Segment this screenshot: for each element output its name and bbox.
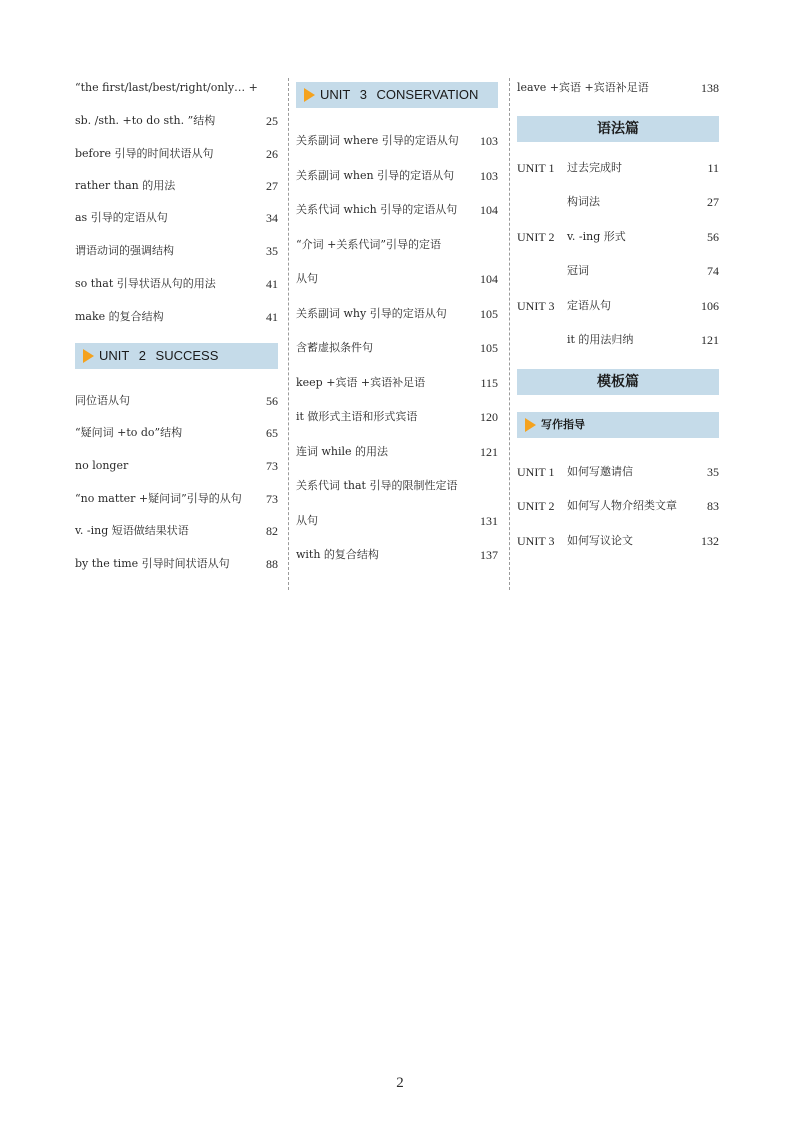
toc-entry[interactable]: UNIT 3 如何写议论文 132	[517, 534, 719, 548]
toc-entry[interactable]: keep +宾语 +宾语补足语 115	[296, 376, 498, 390]
toc-entry[interactable]: leave +宾语 +宾语补足语 138	[517, 81, 719, 95]
toc-entry[interactable]: 谓语动词的强调结构 35	[75, 244, 278, 258]
grammar-section-header[interactable]: 语法篇	[517, 116, 719, 142]
toc-entry[interactable]: 从句 104	[296, 272, 498, 286]
toc-entry[interactable]: 关系副词 why 引导的定语从句 105	[296, 307, 498, 321]
toc-entry[interactable]: 构词法 27	[567, 195, 719, 209]
template-section-header[interactable]: 模板篇	[517, 369, 719, 395]
column-divider	[288, 78, 289, 590]
unit-3-header[interactable]: UNIT 3 CONSERVATION	[296, 82, 498, 108]
toc-entry[interactable]: 关系副词 when 引导的定语从句 103	[296, 169, 498, 183]
toc-entry[interactable]: UNIT 1 过去完成时 11	[517, 161, 719, 175]
toc-entry[interactable]: it 的用法归纳 121	[567, 333, 719, 347]
arrow-right-icon	[525, 418, 536, 432]
toc-entry[interactable]: “the first/last/best/right/only… +	[75, 81, 258, 94]
toc-entry[interactable]: 同位语从句 56	[75, 394, 278, 408]
toc-entry[interactable]: UNIT 2 如何写人物介绍类文章 83	[517, 499, 719, 513]
toc-entry[interactable]: with 的复合结构 137	[296, 548, 498, 562]
toc-entry[interactable]: 含蓄虚拟条件句 105	[296, 341, 498, 355]
toc-column-2	[296, 78, 498, 598]
arrow-right-icon	[304, 88, 315, 102]
page-number: 2	[396, 1075, 404, 1091]
toc-entry[interactable]: rather than 的用法 27	[75, 179, 278, 193]
toc-entry[interactable]: “介词 +关系代词”引导的定语	[296, 238, 441, 251]
unit-2-header[interactable]: UNIT 2 SUCCESS	[75, 343, 278, 369]
toc-entry[interactable]: so that 引导状语从句的用法 41	[75, 277, 278, 291]
writing-guide-header[interactable]: 写作指导	[517, 412, 719, 438]
toc-entry[interactable]: 关系代词 that 引导的限制性定语	[296, 479, 458, 492]
toc-entry[interactable]: 关系副词 where 引导的定语从句 103	[296, 134, 498, 148]
toc-entry[interactable]: “no matter +疑问词”引导的从句 73	[75, 492, 278, 506]
toc-entry[interactable]: by the time 引导时间状语从句 88	[75, 557, 278, 571]
toc-entry[interactable]: UNIT 1 如何写邀请信 35	[517, 465, 719, 479]
toc-entry[interactable]: v. -ing 短语做结果状语 82	[75, 524, 278, 538]
toc-entry[interactable]: 从句 131	[296, 514, 498, 528]
toc-entry[interactable]: UNIT 3 定语从句 106	[517, 299, 719, 313]
toc-entry[interactable]: 冠词 74	[567, 264, 719, 278]
column-divider	[509, 78, 510, 590]
toc-entry[interactable]: 关系代词 which 引导的定语从句 104	[296, 203, 498, 217]
toc-entry[interactable]: as 引导的定语从句 34	[75, 211, 278, 225]
toc-column-1	[75, 78, 278, 598]
toc-entry[interactable]: it 做形式主语和形式宾语 120	[296, 410, 498, 424]
toc-entry[interactable]: “疑问词 +to do”结构 65	[75, 426, 278, 440]
toc-entry[interactable]: UNIT 2 v. -ing 形式 56	[517, 230, 719, 244]
toc-entry[interactable]: sb. /sth. +to do sth. ”结构 25	[75, 114, 278, 128]
toc-entry[interactable]: no longer 73	[75, 459, 278, 473]
toc-entry[interactable]: before 引导的时间状语从句 26	[75, 147, 278, 161]
toc-column-3	[517, 78, 719, 598]
arrow-right-icon	[83, 349, 94, 363]
toc-entry[interactable]: 连词 while 的用法 121	[296, 445, 498, 459]
toc-entry[interactable]: make 的复合结构 41	[75, 310, 278, 324]
